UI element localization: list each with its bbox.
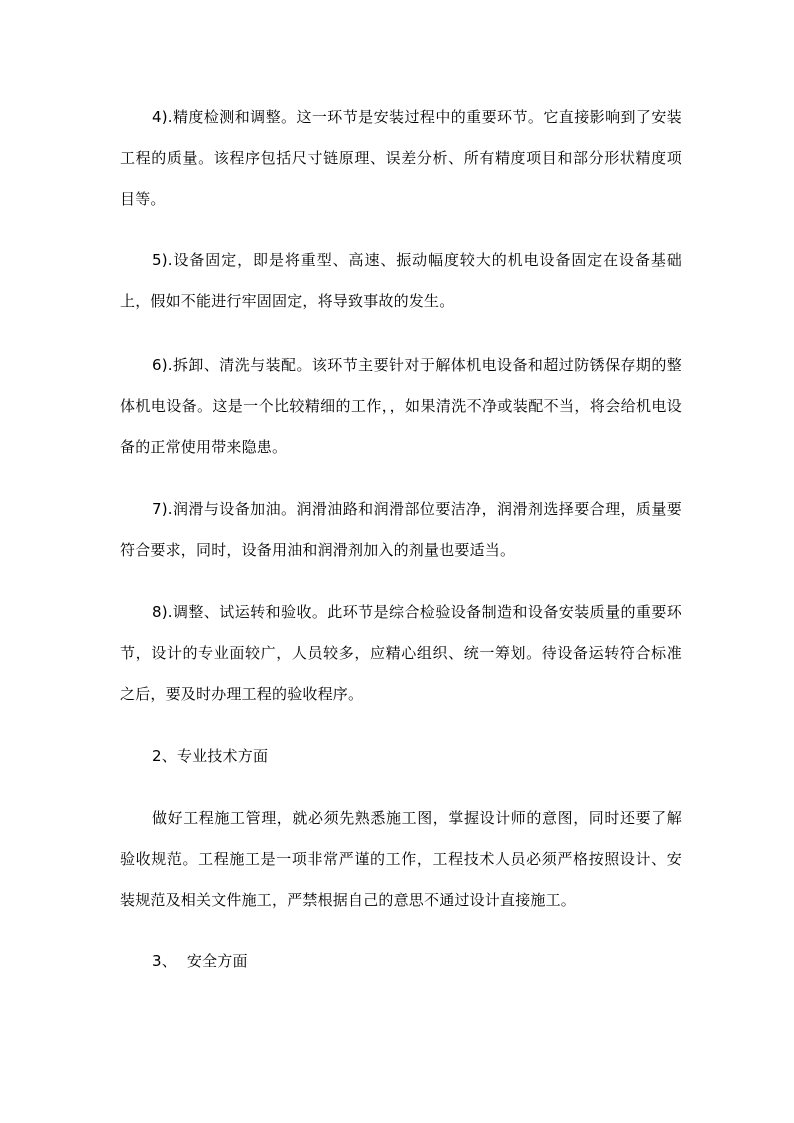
paragraph-disassembly-cleaning: 6).拆卸、清洗与装配。该环节主要针对于解体机电设备和超过防锈保存期的整体机电设备。这是一个比较精细的工作，，如果清洗不净或装配不当，将会给机电设备的正常使用带来隐患。 xyxy=(120,356,682,456)
paragraph-precision-adjustment: 4).精度检测和调整。这一环节是安装过程中的重要环节。它直接影响到了安装工程的质量。该程序包括尺寸链原理、误差分析、所有精度项目和部分形状精度项目等。 xyxy=(120,108,682,208)
paragraph-equipment-fixing: 5).设备固定，即是将重型、高速、振动幅度较大的机电设备固定在设备基础上，假如不能进行牢固固定，将导致事故的发生。 xyxy=(120,251,682,310)
section-heading-professional-technology: 2、专业技术方面 xyxy=(152,747,269,765)
paragraph-lubrication: 7).润滑与设备加油。润滑油路和润滑部位要洁净，润滑剂选择要合理，质量要符合要求，同时，设备用油和润滑剂加入的剂量也要适当。 xyxy=(120,500,682,559)
paragraph-trial-run-acceptance: 8).调整、试运转和验收。此环节是综合检验设备制造和设备安装质量的重要环节，设计的专业面较广，人员较多，应精心组织、统一筹划。待设备运转符合标准之后，要及时办理工程的验收程序。 xyxy=(120,603,682,703)
section-heading-safety: 3、 安全方面 xyxy=(152,952,248,970)
paragraph-construction-management: 做好工程施工管理，就必须先熟悉施工图，掌握设计师的意图，同时还要了解验收规范。工程施工是一项非常严谨的工作，工程技术人员必须严格按照设计、安装规范及相关文件施工，严禁根据自己的意思不通过设计直接施工。 xyxy=(120,809,682,909)
